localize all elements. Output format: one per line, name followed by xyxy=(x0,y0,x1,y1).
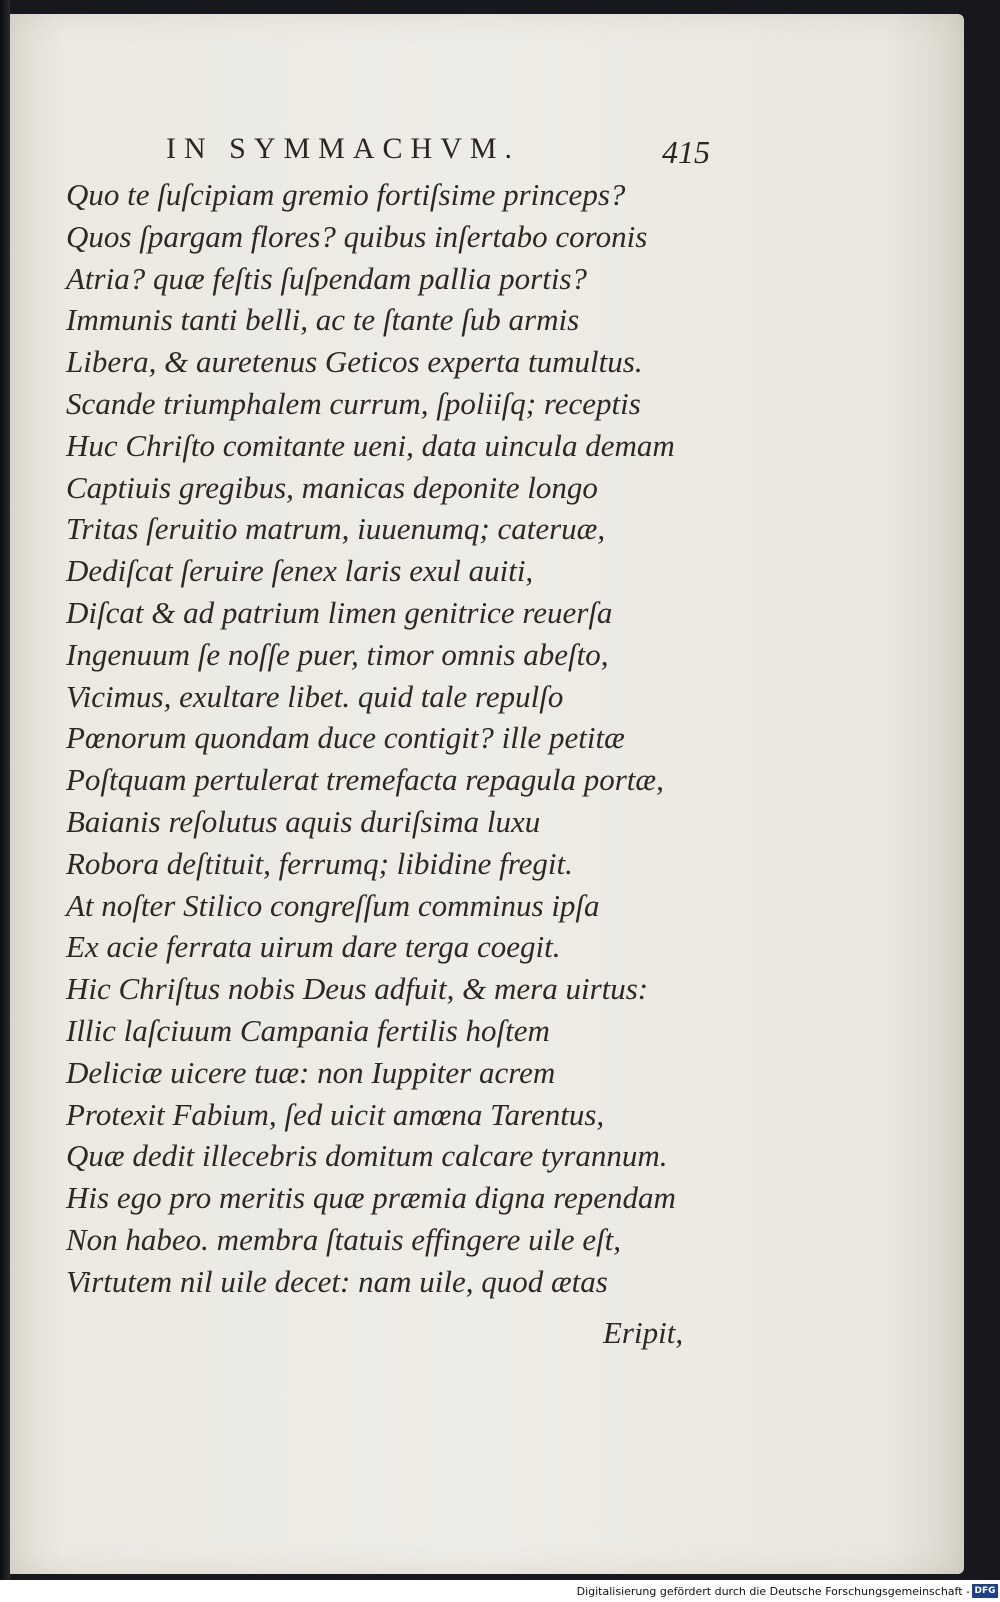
verse-line: Quæ dedit illecebris domitum calcare tyrannum. xyxy=(66,1138,668,1174)
verse-line: Scande triumphalem currum, ſpoliiſq; receptis xyxy=(66,385,641,421)
verse-line: His ego pro meritis quæ præmia digna rependam xyxy=(66,1180,676,1216)
verse-line: At noſter Stilico congreſſum comminus ipſa xyxy=(66,887,600,923)
verse-line: Ingenuum ſe noſſe puer, timor omnis abeſto, xyxy=(66,636,609,672)
verse-block xyxy=(66,174,726,1303)
verse-line: Vicimus, exultare libet. quid tale repulſo xyxy=(66,678,564,714)
verse-line: Poſtquam pertulerat tremefacta repagula portæ, xyxy=(66,762,664,798)
verse-line: Atria? quæ feſtis ſuſpendam pallia portis? xyxy=(66,260,587,296)
verse-line: Protexit Fabium, ſed uicit amœna Tarentus, xyxy=(66,1096,605,1132)
verse-line: Illic laſciuum Campania fertilis hoſtem xyxy=(66,1012,550,1048)
verse-line: Baianis reſolutus aquis duriſsima luxu xyxy=(66,803,541,839)
verse-line: Deliciæ uicere tuæ: non Iuppiter acrem xyxy=(66,1054,556,1090)
verse-line: Dediſcat ſeruire ſenex laris exul auiti, xyxy=(66,553,534,589)
verse-line: Non habeo. membra ſtatuis effingere uile eſt, xyxy=(66,1221,622,1257)
dfg-logo: DFG xyxy=(972,1584,998,1598)
verse-line: Ex acie ferrata uirum dare terga coegit. xyxy=(66,929,561,965)
verse-line: Quo te ſuſcipiam gremio fortiſsime princeps? xyxy=(66,177,626,212)
catchword: Eripit, xyxy=(603,1315,684,1350)
verse-line: Libera, & auretenus Geticos experta tumultus. xyxy=(66,344,643,380)
verse-line: Virtutem nil uile decet: nam uile, quod ætas xyxy=(66,1263,608,1299)
book-page xyxy=(6,14,964,1574)
verse-line: Robora deſtituit, ferrumq; libidine fregit. xyxy=(66,845,573,881)
verse-line: Immunis tanti belli, ac te ſtante ſub armis xyxy=(66,302,580,338)
book-spine-shadow xyxy=(0,0,10,1580)
verse-line: Huc Chriſto comitante ueni, data uincula demam xyxy=(66,427,675,463)
verse-line: Quos ſpargam flores? quibus inſertabo coronis xyxy=(66,218,648,254)
funding-credit: Digitalisierung gefördert durch die Deutsche Forschungsgemeinschaft - xyxy=(576,1585,970,1598)
verse-line: Diſcat & ad patrium limen genitrice reuerſa xyxy=(66,594,613,630)
page-number: 415 xyxy=(662,134,710,170)
verse-line: Tritas ſeruitio matrum, iuuenumq; cateruæ, xyxy=(66,511,606,547)
verse-line: Hic Chriſtus nobis Deus adfuit, & mera uirtus: xyxy=(66,971,649,1007)
verse-line: Captiuis gregibus, manicas deponite longo xyxy=(66,469,598,505)
footer-bar xyxy=(0,1580,1000,1602)
running-head: IN SYMMACHVM. xyxy=(166,132,521,165)
verse-line: Pœnorum quondam duce contigit? ille petitæ xyxy=(66,720,625,756)
